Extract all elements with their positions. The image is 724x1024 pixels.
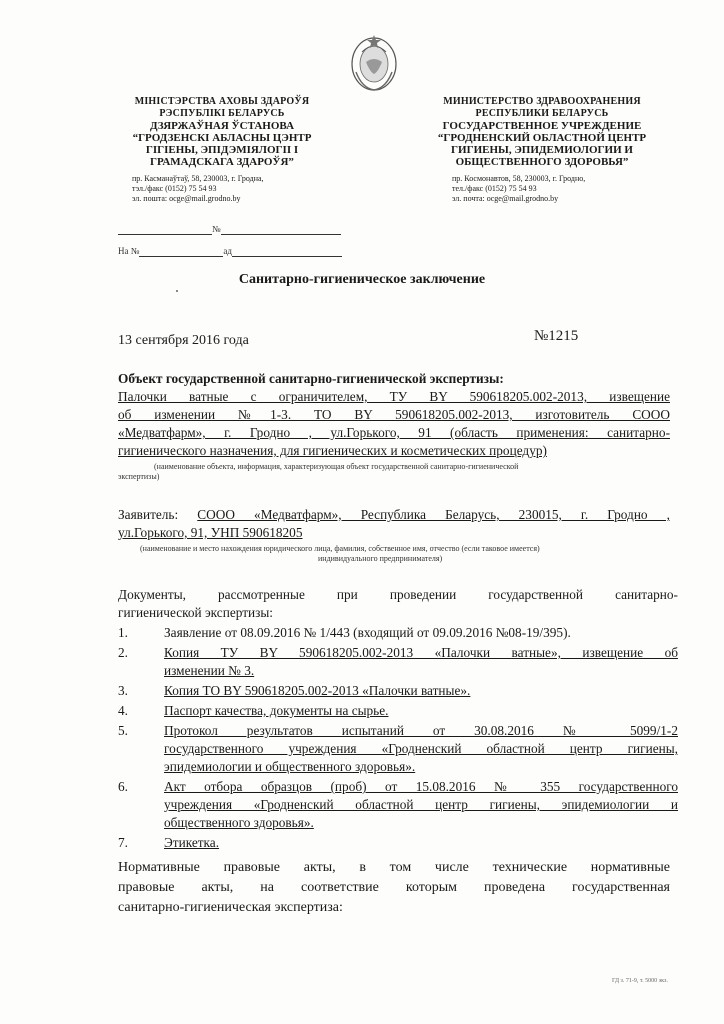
document-item-line: Паспорт качества, документы на сырье. bbox=[164, 703, 389, 718]
email-line: эл. пошта: ocge@mail.grodno.by bbox=[132, 194, 241, 203]
address-line: пр. Касманаўтаў, 58, 230003, г. Гродна, bbox=[132, 174, 264, 183]
header-line: РЕСПУБЛИКИ БЕЛАРУСЬ bbox=[475, 108, 609, 119]
document-number: №1215 bbox=[534, 328, 579, 344]
object-heading: Объект государственной санитарно-гигиенической экспертизы: bbox=[118, 371, 504, 386]
document-title: Санитарно-гигиеническое заключение bbox=[238, 272, 486, 287]
from-label: ад bbox=[223, 246, 232, 256]
header-right-russian bbox=[412, 96, 672, 204]
normative-line: санитарно-гигиеническая экспертиза: bbox=[118, 900, 343, 915]
document-item-number: 4. bbox=[118, 703, 128, 718]
object-line: Палочки ватные с ограничителем, ТУ BY 590618205.002-2013, извещение bbox=[118, 389, 670, 404]
incoming-number-line bbox=[118, 246, 342, 257]
header-line: ДЗЯРЖАЎНАЯ ЎСТАНОВА bbox=[149, 120, 295, 132]
phone-line: тел./факс (0152) 75 54 93 bbox=[452, 184, 537, 193]
document-item bbox=[118, 682, 678, 700]
applicant-value: СООО «Медватфарм», Республика Беларусь, 230015, г. Гродно , bbox=[197, 507, 670, 522]
document-item bbox=[118, 624, 678, 642]
header-line: ГІГІЕНЫ, ЭПІДЭМІЯЛОГІІ І bbox=[145, 144, 299, 156]
document-item-line: Заявление от 08.09.2016 № 1/443 (входящий от 09.09.2016 №08-19/395). bbox=[164, 625, 571, 640]
document-item-number: 6. bbox=[118, 779, 128, 794]
document-item-line: изменении № 3. bbox=[164, 663, 255, 678]
header-line: ГРАМАДСКАГА ЗДАРОЎЯ” bbox=[150, 156, 294, 168]
document-item bbox=[118, 702, 678, 720]
document-item bbox=[118, 778, 678, 832]
document-item bbox=[118, 644, 678, 680]
document-item-line: Копия ТУ BY 590618205.002-2013 «Палочки ватные», извещение об bbox=[164, 645, 678, 660]
document-item-number: 3. bbox=[118, 683, 128, 698]
normative-section bbox=[118, 858, 670, 918]
address-block bbox=[92, 174, 352, 204]
coat-of-arms-emblem bbox=[348, 32, 400, 94]
object-caption: экспертизы) bbox=[118, 472, 160, 481]
document-item-text bbox=[164, 778, 678, 832]
document-item-line: учреждения «Гродненский областной центр гигиены, эпидемиологии и bbox=[164, 797, 678, 812]
document-item-text bbox=[164, 722, 678, 776]
documents-heading: Документы, рассмотренные при проведении государственной санитарно- bbox=[118, 587, 678, 602]
on-number-label: На № bbox=[118, 246, 140, 256]
object-caption: (наименование объекта, информация, характеризующая объект государственной санитарно-гигиенической bbox=[154, 462, 519, 471]
number-label: № bbox=[212, 224, 221, 234]
header-line: ОБЩЕСТВЕННОГО ЗДОРОВЬЯ” bbox=[455, 156, 629, 168]
document-item-number: 7. bbox=[118, 835, 128, 850]
applicant-label: Заявитель: bbox=[118, 507, 179, 522]
document-item-line: Протокол результатов испытаний от 30.08.2016 № 5099/1-2 bbox=[164, 723, 678, 738]
documents-section bbox=[118, 586, 678, 854]
document-item-number: 1. bbox=[118, 625, 128, 640]
normative-line: правовые акты, на соответствие которым проведена государственная bbox=[118, 880, 670, 895]
header-line: РЭСПУБЛІКІ БЕЛАРУСЬ bbox=[159, 108, 285, 119]
applicant-caption: (наименование и место нахождения юридического лица, фамилия, собственное имя, отчество (если таковое имеется) bbox=[140, 544, 540, 553]
address-line: пр. Космонавтов, 58, 230003, г. Гродно, bbox=[452, 174, 586, 183]
object-line: «Медватфарм», г. Гродно , ул.Горького, 91 (область применения: санитарно- bbox=[118, 425, 670, 440]
document-item-number: 2. bbox=[118, 645, 128, 660]
document-item-line: эпидемиологии и общественного здоровья». bbox=[164, 759, 416, 774]
document-item-text bbox=[164, 624, 678, 642]
document-item bbox=[118, 834, 678, 852]
email-line: эл. почта: ocge@mail.grodno.by bbox=[452, 194, 559, 203]
normative-line: Нормативные правовые акты, в том числе технические нормативные bbox=[118, 860, 670, 875]
scan-dot bbox=[176, 290, 178, 292]
outgoing-number-line bbox=[118, 224, 341, 235]
header-line: ГОСУДАРСТВЕННОЕ УЧРЕЖДЕНИЕ bbox=[442, 120, 642, 132]
document-item-line: Копия ТО BY 590618205.002-2013 «Палочки ватные». bbox=[164, 683, 471, 698]
document-item-text bbox=[164, 682, 678, 700]
document-item-number: 5. bbox=[118, 723, 128, 738]
header-left-belarusian bbox=[92, 96, 352, 204]
phone-line: тэл./факс (0152) 75 54 93 bbox=[132, 184, 217, 193]
document-item-text bbox=[164, 644, 678, 680]
object-line: об изменении №1-3. ТО BY 590618205.002-2013, изготовитель СООО bbox=[118, 407, 670, 422]
document-item-text bbox=[164, 702, 678, 720]
applicant-line bbox=[118, 506, 670, 524]
document-item-line: Акт отбора образцов (проб) от 15.08.2016 № 355 государственного bbox=[164, 779, 678, 794]
document-item-line: Этикетка. bbox=[164, 835, 220, 850]
header-line: МІНІСТЭРСТВА АХОВЫ ЗДАРОЎЯ bbox=[134, 96, 310, 107]
document-date: 13 сентября 2016 года bbox=[118, 333, 249, 348]
header-line: “ГРОДЗЕНСКІ АБЛАСНЫ ЦЭНТР bbox=[132, 132, 312, 144]
applicant-caption: индивидуального предпринимателя) bbox=[318, 554, 443, 563]
documents-heading: гигиенической экспертизы: bbox=[118, 605, 274, 620]
print-footer: ГД з. 71-9, т. 5000 экз. bbox=[612, 978, 668, 984]
object-line: гигиенического назначения, для гигиенических и косметических процедур) bbox=[118, 443, 547, 458]
header-line: “ГРОДНЕНСКИЙ ОБЛАСТНОЙ ЦЕНТР bbox=[437, 132, 647, 144]
documents-list bbox=[118, 624, 678, 852]
applicant-section bbox=[118, 506, 670, 564]
document-item bbox=[118, 722, 678, 776]
document-item-line: общественного здоровья». bbox=[164, 815, 314, 830]
document-item-line: государственного учреждения «Гродненский областной центр гигиены, bbox=[164, 741, 678, 756]
object-section bbox=[118, 370, 670, 482]
applicant-line: ул.Горького, 91, УНП 590618205 bbox=[118, 525, 303, 540]
header-line: ГИГИЕНЫ, ЭПИДЕМИОЛОГИИ И bbox=[451, 144, 633, 156]
address-block bbox=[412, 174, 672, 204]
header-line: МИНИСТЕРСТВО ЗДРАВООХРАНЕНИЯ bbox=[443, 96, 641, 107]
document-item-text bbox=[164, 834, 678, 852]
